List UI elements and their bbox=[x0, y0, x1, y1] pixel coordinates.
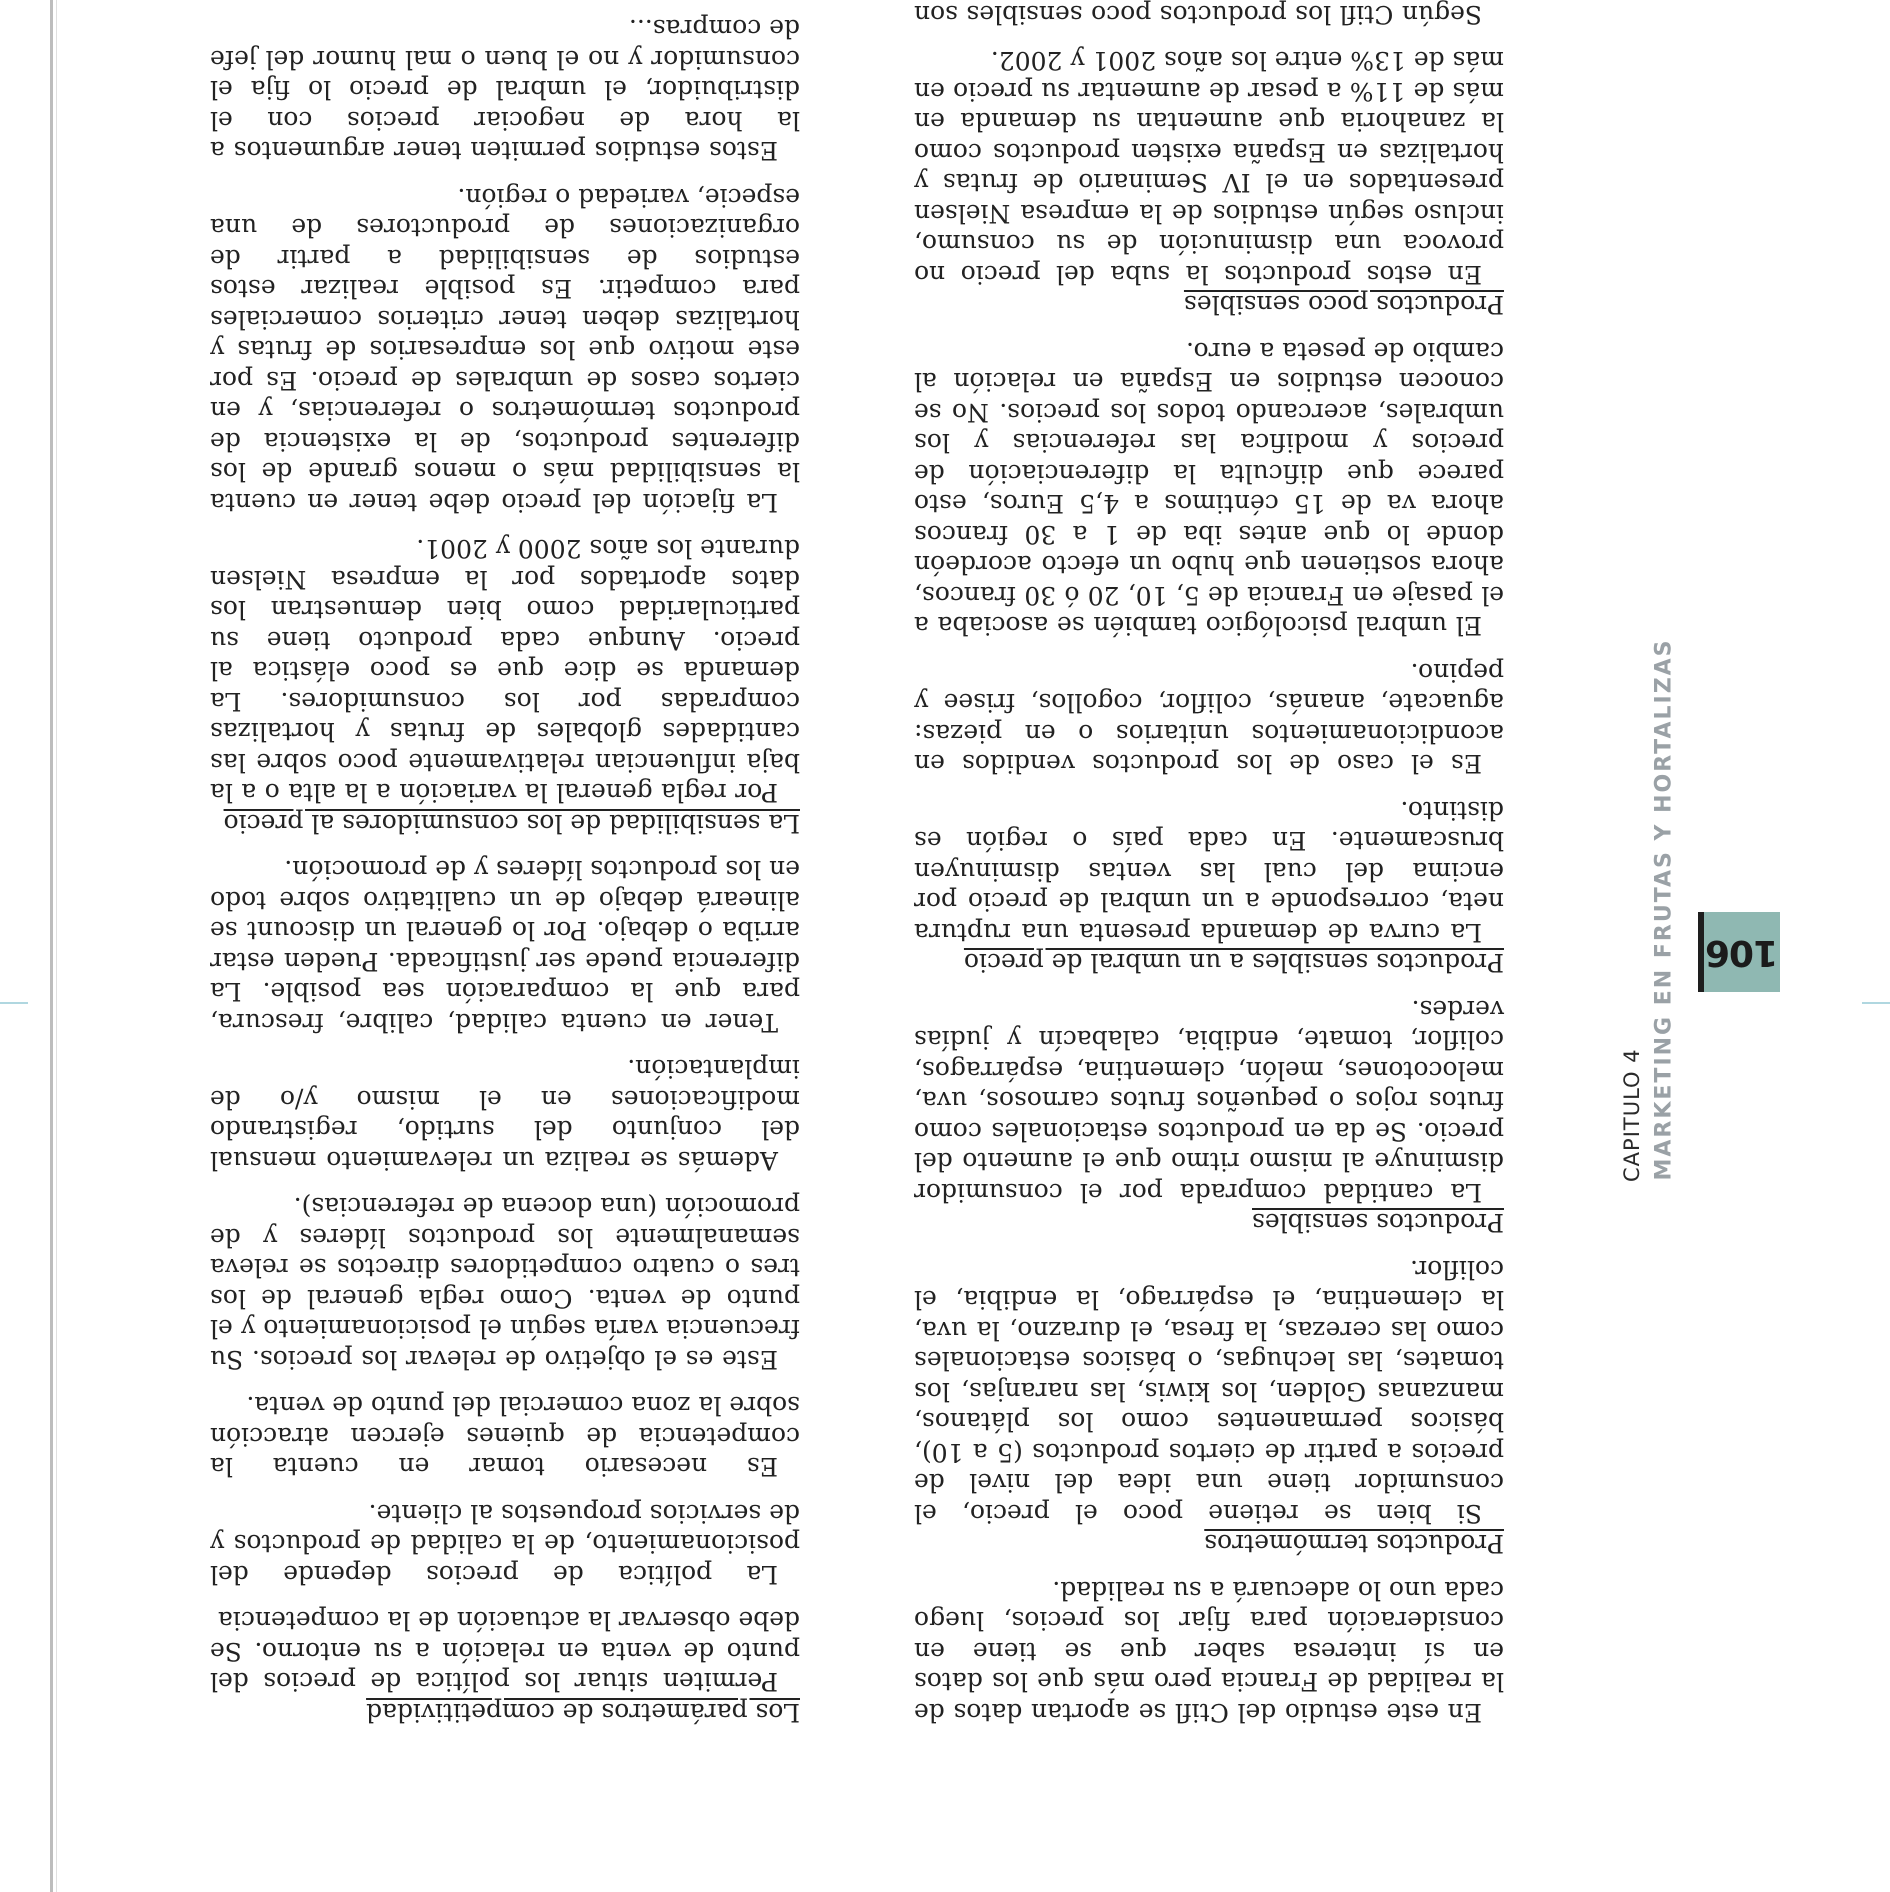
paragraph: En este estudio del Ctifl se aportan datos de la realidad de Francia pero más que los datos en sí interesa saber que se tiene en consideración para fijar los precios, luego cada uno lo adecuará a su realidad. bbox=[914, 1576, 1504, 1727]
right-text-column bbox=[210, 0, 800, 1727]
running-header bbox=[1620, 0, 1794, 1892]
section-heading: La sensibilidad de los consumidores al precio bbox=[223, 809, 800, 838]
book-title-vertical bbox=[1651, 638, 1677, 1181]
page-number-tab bbox=[1698, 912, 1780, 992]
section-heading: Productos sensibles bbox=[1252, 1208, 1504, 1238]
paragraph: La fijación del precio debe tener en cuenta la sensibilidad más o menos grande de los diferentes productos, de la existencia de productos termómetros o referencias, y en ciertos casos de umbrales de precio. Es por este motivo que los empresarios de frutas y hortalizas deben tener criterios comerciales para competir. Es posible realizar estos estudios de sensibilidad a partir de organizaciones de productores de una especie, variedad o región. bbox=[210, 183, 800, 517]
chapter-label-vertical bbox=[1620, 1031, 1644, 1182]
paragraph: En estos productos la suba del precio no provoca una disminución de su consumo, incluso según estudios de la empresa Nielsen presentados en el IV Seminario de frutas y hortalizas en España existen productos como la zanahoria que aumentan su demanda en más de 11% a pesar de aumentar su precio en más de 13% entre los años 2001 y 2002. bbox=[914, 46, 1504, 289]
page-number-tab-bar bbox=[1698, 912, 1704, 992]
paragraph: Es el caso de los productos vendidos en acondicionamientos unitarios o en piezas: aguacate, ananás, coliflor, cogollos, frisee y pepino. bbox=[914, 658, 1504, 779]
paragraph: El umbral psicológico también se asociaba a el pasaje en Francia de 5, 10, 20 ó 30 francos, ahora sostienen que hubo un efecto acordeón donde lo que antes iba de 1 a 30 francos ahora va de 15 céntimos a 4,5 Euros, esto parece que dificulta la diferenciación de precios y modifica las referencias y los umbrales, acercando todos los precios. No se conocen estudios en España en relación al cambio de peseta a euro. bbox=[914, 337, 1504, 641]
paragraph: Además se realiza un relevamiento mensual del conjunto del surtido, registrando modificaciones en el mismo y/o de implantación. bbox=[210, 1054, 800, 1175]
paragraph: Estos estudios permiten tener argumentos a la hora de negociar precios con el distribuidor, el umbral de precio lo fija el consumidor y no el buen o mal humor del jefe de compras... bbox=[210, 14, 800, 166]
page-number: 106 bbox=[1705, 932, 1779, 973]
section-heading: Productos termómetros bbox=[1204, 1529, 1504, 1559]
chapter-label: CAPITULO 4 bbox=[1620, 1048, 1644, 1182]
section-heading: Productos sensibles a un umbral de precio bbox=[963, 948, 1504, 978]
paragraph: Este es el objetivo de relevar los precios. Su frecuencia varía según el posicionamiento y el punto de venta. Como regla general de los tres o cuatro competidores directos se releva semanalmente los productos líderes y de promoción (una docena de referencias). bbox=[210, 1192, 800, 1374]
section-heading: Productos poco sensibles bbox=[1183, 290, 1504, 320]
left-text-column bbox=[914, 0, 1504, 1727]
paragraph: Es necesario tomar en cuenta la competencia de quienes ejercen atracción sobre la zona comercial del punto de venta. bbox=[210, 1391, 800, 1482]
paragraph: Si bien se retiene poco el precio, el consumidor tiene una idea del nivel de precios a partir de ciertos productos (5 a 10), básicos permanentes como los plátanos, manzanas Golden, los kiwis, las naranjas, los tomates, las lechugas, o básicos estacionales como las cerezas, la fresa, el durazno, la uva, la clementina, el espárrago, la endibia, el coliflor. bbox=[914, 1255, 1504, 1528]
book-title: MARKETING EN FRUTAS Y HORTALIZAS bbox=[1651, 638, 1677, 1181]
paragraph: La curva de demanda presenta una ruptura neta, corresponde a un umbral de precio por encima del cual las ventas disminuyen bruscamente. En cada país o región es distinto. bbox=[914, 796, 1504, 947]
paragraph: Según Ctifl los productos poco sensibles son bbox=[914, 0, 1482, 29]
paragraph: La cantidad comprada por el consumidor disminuye al mismo ritmo que el aumento del precio. Se da en productos estacionales como frutos rojos o pequeños frutos carnosos, uva, melocotones, melón, clementina, espárragos, coliflor, tomate, endibia, calabacín y judías verdes. bbox=[914, 995, 1504, 1207]
paragraph: Permiten situar los política de precios del punto de venta en relación a su entorno. Se debe observar la actuación de la competencia bbox=[210, 1606, 800, 1697]
paragraph: Tener en cuenta calidad, calibre, frescura, para que la comparación sea posible. La diferencia puede ser justificada. Pueden estar arriba o debajo. Por lo general un discount se alineará debajo de un cualitativo sobre todo en los productos líderes y de promoción. bbox=[210, 855, 800, 1037]
paragraph: La política de precios depende del posicionamiento, de la calidad de productos y de servicios propuestos al cliente. bbox=[210, 1499, 800, 1589]
section-heading: Los parámetros de competitividad bbox=[366, 1698, 800, 1727]
paragraph: Por regla general la variación a la alta o a la baja influencian relativamente poco sobre las cantidades globales de frutas y hortalizas compradas por los consumidores. La demanda se dice que es poco elástica al precio. Aunque cada producto tiene su particularidad como bien demuestran los datos aportados por la empresa Nielsen durante los años 2000 y 2001. bbox=[210, 534, 800, 808]
